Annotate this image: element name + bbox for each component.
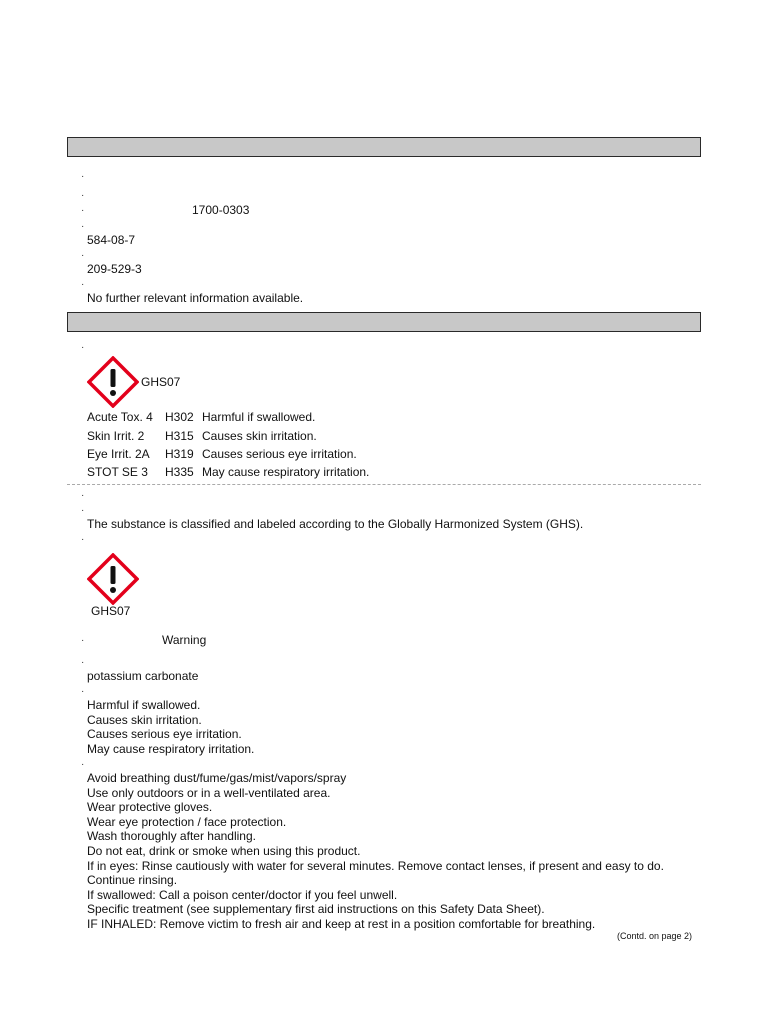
- section-2-header-bar: [67, 312, 701, 332]
- list-item: Wear protective gloves.: [87, 800, 213, 815]
- section-1-header-bar: [67, 137, 701, 157]
- bullet: ·: [81, 635, 85, 646]
- list-item: IF INHALED: Remove victim to fresh air and keep at rest in a position comfortable for breathing.: [87, 916, 596, 931]
- hazard-category: Skin Irrit. 2: [87, 429, 145, 443]
- label-pictogram-code: GHS07: [91, 604, 131, 618]
- hazard-category: STOT SE 3: [87, 465, 148, 479]
- exclamation-mark-diamond-icon: [87, 553, 139, 605]
- hazard-statements-list: [87, 698, 254, 756]
- list-item: Wash thoroughly after handling.: [87, 829, 256, 844]
- hazard-component: potassium carbonate: [87, 669, 199, 683]
- list-item: May cause respiratory irritation.: [87, 741, 255, 756]
- list-item: Causes serious eye irritation.: [87, 727, 242, 742]
- section-divider: [67, 484, 701, 485]
- hazard-category: Eye Irrit. 2A: [87, 447, 150, 461]
- cas-number: 584-08-7: [87, 233, 136, 247]
- bullet: ·: [81, 505, 85, 516]
- list-item: If in eyes: Rinse cautiously with water for several minutes. Remove contact lenses, if present and easy to do.: [87, 858, 664, 873]
- list-item: Do not eat, drink or smoke when using this product.: [87, 843, 361, 858]
- bullet: ·: [81, 221, 85, 232]
- bullet: ·: [81, 171, 85, 182]
- ec-number: 209-529-3: [87, 262, 142, 276]
- signal-word: Warning: [162, 633, 207, 647]
- bullet: ·: [81, 759, 85, 770]
- bullet: ·: [81, 686, 85, 697]
- list-item: Specific treatment (see supplementary first aid instructions on this Safety Data Sheet).: [87, 902, 545, 917]
- continued-note: (Contd. on page 2): [617, 931, 693, 941]
- hazard-code: H302: [165, 410, 194, 424]
- list-item: Wear eye protection / face protection.: [87, 814, 287, 829]
- pictogram-code: GHS07: [141, 375, 181, 389]
- precautionary-statements-list: [87, 771, 664, 932]
- relevant-uses-text: No further relevant information available.: [87, 291, 304, 305]
- bullet: ·: [81, 490, 85, 501]
- hazard-code: H315: [165, 429, 194, 443]
- bullet: ·: [81, 250, 85, 261]
- bullet: ·: [81, 342, 85, 353]
- ghs-statement: The substance is classified and labeled according to the Globally Harmonized System (GHS).: [87, 517, 584, 531]
- hazard-code: H319: [165, 447, 194, 461]
- catalog-number: 1700-0303: [192, 203, 250, 217]
- list-item: Continue rinsing.: [87, 873, 178, 888]
- list-item: Avoid breathing dust/fume/gas/mist/vapors/spray: [87, 771, 347, 785]
- hazard-statement: Causes serious eye irritation.: [202, 447, 357, 461]
- hazard-category: Acute Tox. 4: [87, 410, 153, 424]
- bullet: ·: [81, 190, 85, 201]
- bullet: ·: [81, 279, 85, 290]
- hazard-statement: May cause respiratory irritation.: [202, 465, 370, 479]
- exclamation-mark-diamond-icon: [87, 356, 139, 408]
- list-item: If swallowed: Call a poison center/doctor if you feel unwell.: [87, 887, 398, 902]
- list-item: Causes skin irritation.: [87, 712, 202, 727]
- hazard-statement: Causes skin irritation.: [202, 429, 317, 443]
- bullet: ·: [81, 657, 85, 668]
- list-item: Use only outdoors or in a well-ventilated area.: [87, 785, 331, 800]
- bullet: ·: [81, 205, 85, 216]
- list-item: Harmful if swallowed.: [87, 698, 201, 712]
- bullet: ·: [81, 534, 85, 545]
- hazard-code: H335: [165, 465, 194, 479]
- hazard-statement: Harmful if swallowed.: [202, 410, 316, 424]
